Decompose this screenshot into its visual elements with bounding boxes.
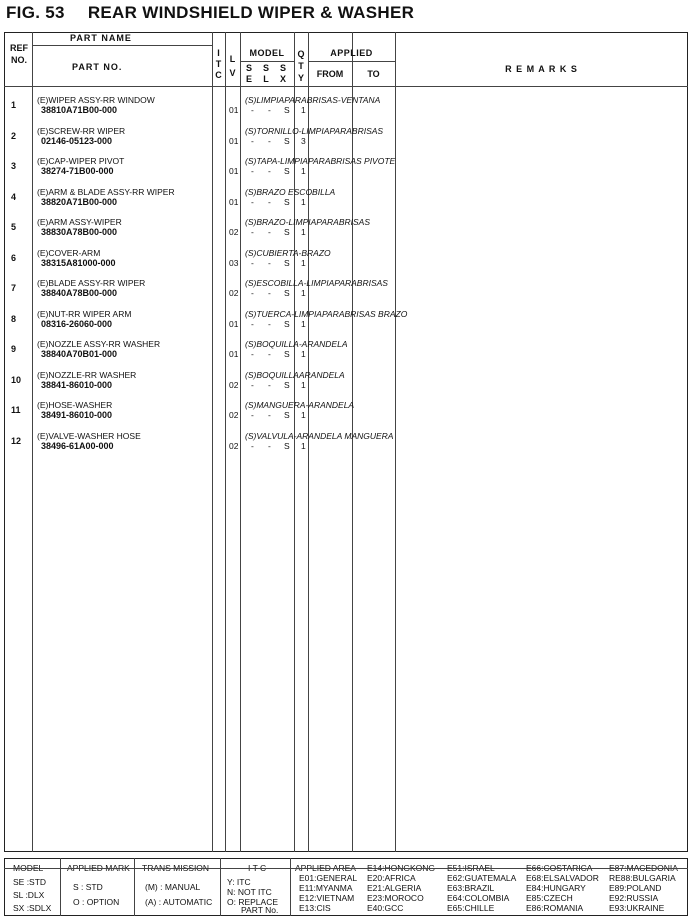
legend-area-item: E86:ROMANIA <box>526 903 584 913</box>
legend-area-item: E14:HONGKONG <box>367 863 436 873</box>
legend-area-item: E93:UKRAINE <box>609 903 665 913</box>
ref-number: 8 <box>11 313 17 324</box>
part-name: (E)ARM & BLADE ASSY-RR WIPER <box>37 186 175 197</box>
ref-number: 12 <box>11 435 22 446</box>
table-row <box>4 339 688 370</box>
legend-area-item: E01:GENERAL <box>299 873 358 883</box>
part-name: (E)VALVE-WASHER HOSE <box>37 430 141 441</box>
legend-area-item: E13:CIS <box>299 903 331 913</box>
model-sl: - <box>268 227 271 237</box>
part-name: (E)WIPER ASSY-RR WINDOW <box>37 95 155 105</box>
quantity: 1 <box>301 105 306 115</box>
model-sl: - <box>268 166 271 176</box>
legend-area-item: E66:COSTARICA <box>526 863 593 873</box>
ref-number: 5 <box>11 222 17 232</box>
ref-number: 2 <box>11 130 17 141</box>
model-sx-header: S X <box>279 63 286 84</box>
legend-area-item: E68:ELSALVADOR <box>526 873 599 883</box>
level: 02 <box>229 410 239 420</box>
part-number: 38315A81000-000 <box>41 257 116 268</box>
header-bottom <box>4 86 688 87</box>
legend-area-item: E64:COLOMBIA <box>447 893 510 903</box>
legend-area-item: E89:POLAND <box>609 883 662 893</box>
legend-trans-title: TRANS MISSION <box>142 863 210 873</box>
model-sx: S <box>284 227 290 237</box>
quantity: 1 <box>301 257 306 268</box>
legend-box <box>4 858 688 916</box>
part-name: (E)CAP-WIPER PIVOT <box>37 156 125 166</box>
legend-itc-item: O: REPLACE <box>227 897 279 907</box>
level: 01 <box>229 349 239 359</box>
legend-divider <box>134 858 135 916</box>
model-se: - <box>251 440 254 451</box>
model-se: - <box>251 349 254 359</box>
part-name: (E)ARM ASSY-WIPER <box>37 217 122 227</box>
level: 01 <box>229 196 239 207</box>
model-sl: - <box>268 257 271 268</box>
model-se: - <box>251 257 254 268</box>
legend-model-item: SL :DLX <box>13 890 45 900</box>
quantity: 1 <box>301 349 306 359</box>
model-sx: S <box>284 196 290 207</box>
part-name: (E)NOZZLE-RR WASHER <box>37 369 137 380</box>
model-sx: S <box>284 318 290 329</box>
part-number: 38496-61A00-000 <box>41 440 114 451</box>
model-se: - <box>251 379 254 390</box>
model-sx: S <box>284 257 290 268</box>
applied-header: APPLIED <box>330 48 373 58</box>
spanish-name: (S)TORNILLO-LIMPIAPARABRISAS <box>245 125 384 136</box>
quantity: 1 <box>301 196 306 207</box>
part-name: (E)BLADE ASSY-RR WIPER <box>37 278 146 288</box>
part-number: 38810A71B00-000 <box>41 105 118 115</box>
quantity: 1 <box>301 227 306 237</box>
legend-area-item: E65:CHILLE <box>447 903 495 913</box>
model-se: - <box>251 166 254 176</box>
legend-area-item: E63:BRAZIL <box>447 883 495 893</box>
legend-area-item: E20:AFRICA <box>367 873 416 883</box>
table-row <box>4 156 688 187</box>
level: 02 <box>229 440 239 451</box>
legend-trans-item: (A) : AUTOMATIC <box>145 897 213 907</box>
model-se: - <box>251 410 254 420</box>
level: 01 <box>229 105 239 115</box>
part-number: 02146-05123-000 <box>41 135 113 146</box>
model-sx: S <box>284 440 290 451</box>
quantity: 1 <box>301 288 306 298</box>
legend-area-item: E92:RUSSIA <box>609 893 659 903</box>
model-sl: - <box>268 105 271 115</box>
spanish-name: (S)TAPA-LIMPIAPARABRISAS PIVOTE <box>245 156 396 166</box>
model-se: - <box>251 318 254 329</box>
quantity: 1 <box>301 318 306 329</box>
legend-divider <box>290 858 291 916</box>
part-name: (E)HOSE-WASHER <box>37 400 113 410</box>
spanish-name: (S)MANGUERA-ARANDELA <box>245 400 355 410</box>
header-divider <box>308 61 395 62</box>
quantity: 1 <box>301 410 306 420</box>
model-sx: S <box>284 410 290 420</box>
model-se: - <box>251 135 254 146</box>
spanish-name: (S)LIMPIAPARABRISAS-VENTANA <box>245 95 381 105</box>
model-header: MODEL <box>249 48 285 58</box>
legend-applied-mark-item: O : OPTION <box>73 897 120 907</box>
model-sx: S <box>284 166 290 176</box>
level: 01 <box>229 318 239 329</box>
remarks-header: R E M A R K S <box>505 64 578 74</box>
spanish-name: (S)CUBIERTA-BRAZO <box>245 247 331 258</box>
to-header: TO <box>367 69 380 79</box>
part-number: 38840A70B01-000 <box>41 349 118 359</box>
part-number: 08316-26060-000 <box>41 318 113 329</box>
table-row <box>4 187 688 218</box>
part-name: (E)NUT-RR WIPER ARM <box>37 308 132 319</box>
legend-divider <box>60 858 61 916</box>
legend-applied-mark-item: S : STD <box>73 882 103 892</box>
spanish-name: (S)BOQUILLAARANDELA <box>245 369 345 380</box>
legend-itc-item: Y: ITC <box>227 877 251 887</box>
model-sx: S <box>284 349 290 359</box>
spanish-name: (S)BRAZO-LIMPIAPARABRISAS <box>245 217 371 227</box>
legend-area-item: E40:GCC <box>367 903 404 913</box>
ref-number: 6 <box>11 252 17 263</box>
legend-applied-mark-title: APPLIED MARK <box>67 863 130 873</box>
table-row <box>4 248 688 279</box>
table-row <box>4 431 688 462</box>
model-sl: - <box>268 135 271 146</box>
legend-area-item: E11:MYANMA <box>299 883 353 893</box>
level: 02 <box>229 227 239 237</box>
part-number: 38820A71B00-000 <box>41 196 118 207</box>
model-sl: - <box>268 379 271 390</box>
legend-model-item: SX :SDLX <box>13 903 52 913</box>
legend-divider <box>220 858 221 916</box>
model-sl: - <box>268 196 271 207</box>
part-no-header: PART NO. <box>72 62 123 72</box>
ref-number: 3 <box>11 161 17 171</box>
table-row <box>4 126 688 157</box>
ref-number: 4 <box>11 191 17 202</box>
part-name: (E)NOZZLE ASSY-RR WASHER <box>37 339 161 349</box>
table-row <box>4 309 688 340</box>
model-sx: S <box>284 288 290 298</box>
ref-number: 1 <box>11 100 17 110</box>
fig-label: FIG. 53 <box>6 3 65 22</box>
table-row <box>4 95 688 126</box>
level: 01 <box>229 166 239 176</box>
part-name: (E)COVER-ARM <box>37 247 101 258</box>
quantity: 1 <box>301 440 306 451</box>
model-sl-header: S L <box>262 63 269 84</box>
level: 01 <box>229 135 239 146</box>
model-sl: - <box>268 288 271 298</box>
part-number: 38491-86010-000 <box>41 410 113 420</box>
legend-area-item: E85:CZECH <box>526 893 573 903</box>
model-sl: - <box>268 349 271 359</box>
ref-number: 10 <box>11 374 22 385</box>
model-se: - <box>251 227 254 237</box>
ref-number: 11 <box>11 405 21 415</box>
legend-itc-item: N: NOT ITC <box>227 887 272 897</box>
legend-area-item: E21:ALGERIA <box>367 883 422 893</box>
part-number: 38274-71B00-000 <box>41 166 114 176</box>
level: 02 <box>229 379 239 390</box>
spanish-name: (S)ESCOBILLA-LIMPIAPARABRISAS <box>245 278 388 288</box>
legend-area-item: E12:VIETNAM <box>299 893 355 903</box>
model-sx: S <box>284 379 290 390</box>
part-number: 38841-86010-000 <box>41 379 113 390</box>
model-se: - <box>251 196 254 207</box>
model-se: - <box>251 288 254 298</box>
legend-model-item: SE :STD <box>13 877 47 887</box>
table-row <box>4 400 688 431</box>
legend-area-item: E84:HUNGARY <box>526 883 586 893</box>
itc-header: I T C <box>215 48 222 80</box>
spanish-name: (S)BOQUILLA-ARANDELA <box>245 339 348 349</box>
legend-area-title: APPLIED AREA <box>295 863 356 873</box>
qty-header: Q T Y <box>297 49 305 83</box>
part-number: 38830A78B00-000 <box>41 227 118 237</box>
legend-area-item: E51:ISRAEL <box>447 863 495 873</box>
level: 02 <box>229 288 239 298</box>
legend-area-item: E62:GUATEMALA <box>447 873 517 883</box>
legend-trans-item: (M) : MANUAL <box>145 882 201 892</box>
legend-area-item: E23:MOROCO <box>367 893 424 903</box>
spanish-name: (S)TUERCA-LIMPIAPARABRISAS BRAZO <box>245 308 408 319</box>
from-header: FROM <box>316 69 344 79</box>
table-row <box>4 217 688 248</box>
lv-header: L V <box>229 54 236 78</box>
ref-header: REF NO. <box>10 43 28 65</box>
legend-divider <box>4 868 688 869</box>
ref-number: 7 <box>11 283 17 293</box>
part-name: (E)SCREW-RR WIPER <box>37 125 126 136</box>
level: 03 <box>229 257 239 268</box>
table-row <box>4 370 688 401</box>
model-sl: - <box>268 410 271 420</box>
model-sx: S <box>284 105 290 115</box>
quantity: 1 <box>301 379 306 390</box>
header-divider <box>32 45 212 46</box>
legend-itc-item: PART No. <box>241 905 279 915</box>
ref-number: 9 <box>11 344 17 354</box>
model-sx: S <box>284 135 290 146</box>
legend-area-item: E87:MACEDONIA <box>609 863 678 873</box>
part-name-header: PART NAME <box>70 33 132 43</box>
header-divider <box>240 61 294 62</box>
legend-itc-title: I T C <box>248 863 267 873</box>
spanish-name: (S)BRAZO ESCOBILLA <box>245 186 336 197</box>
fig-title: REAR WINDSHIELD WIPER & WASHER <box>87 3 415 22</box>
quantity: 3 <box>301 135 306 146</box>
model-se-header: S E <box>245 63 252 84</box>
page-title <box>6 3 414 23</box>
legend-model-title: MODEL <box>13 863 44 873</box>
model-sl: - <box>268 440 271 451</box>
model-sl: - <box>268 318 271 329</box>
table-row <box>4 278 688 309</box>
part-number: 38840A78B00-000 <box>41 288 118 298</box>
quantity: 1 <box>301 166 306 176</box>
spanish-name: (S)VALVULA-ARANDELA MANGUERA <box>245 430 394 441</box>
model-se: - <box>251 105 254 115</box>
legend-area-item: RE88:BULGARIA <box>609 873 676 883</box>
